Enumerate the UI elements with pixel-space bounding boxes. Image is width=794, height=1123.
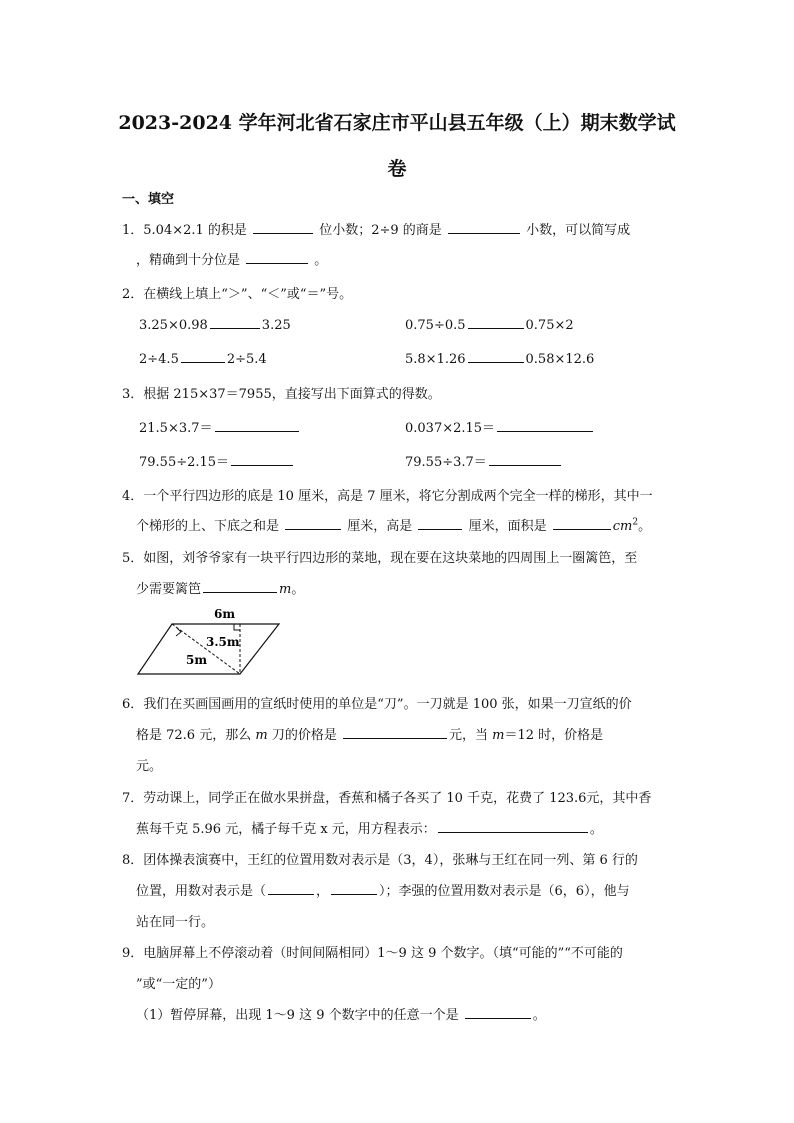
- question-4-line-2: [136, 515, 651, 534]
- q1-text-c: 小数，可以简写成: [526, 223, 631, 238]
- question-8-line-3: 站在同一行。: [136, 915, 215, 930]
- question-3-stem: 3．根据 215×37＝7955，直接写出下面算式的得数。: [122, 387, 441, 402]
- section-heading: 一、填空: [122, 192, 175, 207]
- q3-item-1: [139, 417, 301, 436]
- answer-blank[interactable]: [203, 580, 277, 593]
- answer-blank[interactable]: [246, 251, 308, 264]
- unit-m: m: [279, 582, 292, 597]
- answer-blank[interactable]: [343, 726, 447, 739]
- question-9-line-2: ”或“一定的”）: [136, 977, 221, 992]
- question-5-line-1: 5．如图，刘爷爷家有一块平行四边形的菜地，现在要在这块菜地的四周围上一圈篱笆，至: [122, 551, 638, 566]
- q3-item-text: 0.037×2.15＝: [405, 421, 496, 436]
- question-8-line-2: [136, 880, 630, 899]
- q9-sub1-text: （1）暂停屏幕，出现 1～9 这 9 个数字中的任意一个是: [136, 1008, 459, 1023]
- question-9-sub-1: [136, 1004, 546, 1023]
- q2-item-right: 0.75×2: [525, 318, 574, 333]
- q2-item-right: 0.58×12.6: [525, 352, 595, 367]
- answer-blank[interactable]: [553, 517, 611, 530]
- title-line-2: 卷: [387, 158, 407, 180]
- parallelogram-outline: [138, 624, 279, 674]
- question-6-line-1: 6．我们在买画国画用的宣纸时使用的单位是“刀”。一刀就是 100 张，如果一刀宣纸的价: [122, 697, 632, 712]
- answer-blank[interactable]: [231, 453, 293, 466]
- answer-blank[interactable]: [215, 419, 299, 432]
- label-height: 3.5m: [206, 635, 240, 649]
- answer-blank[interactable]: [468, 316, 524, 329]
- angle-mark: [176, 628, 181, 636]
- q4-text-a: 个梯形的上、下底之和是: [136, 519, 280, 534]
- q1-text-d: ，精确到十分位是: [136, 253, 241, 268]
- answer-blank[interactable]: [253, 221, 313, 234]
- question-9-line-1: 9．电脑屏幕上不停滚动着（时间间隔相同）1～9 这 9 个数字。（填“可能的”“不可能的: [122, 946, 623, 961]
- q6-text-b: 刀的价格是: [271, 728, 337, 743]
- question-5-line-2: [136, 578, 304, 597]
- answer-blank[interactable]: [468, 350, 524, 363]
- q8-text-a: 位置，用数对表示是（: [136, 884, 267, 899]
- right-angle-mark: [234, 624, 240, 630]
- q8-text-c: ）；李强的位置用数对表示是（6，6），他与: [379, 884, 630, 899]
- q1-text-e: 。: [314, 253, 328, 268]
- answer-blank[interactable]: [285, 517, 341, 530]
- q1-text-a: 1．5.04×2.1 的积是: [122, 223, 247, 238]
- unit-cm: cm: [612, 519, 633, 534]
- var-m: m: [255, 728, 268, 743]
- answer-blank[interactable]: [181, 350, 225, 363]
- label-side: 5m: [186, 653, 208, 667]
- q6-text-a: 格是 72.6 元，那么: [136, 728, 252, 743]
- question-8-line-1: 8．团体操表演赛中，王红的位置用数对表示是（3，4），张琳与王红在同一列、第 6 行的: [122, 853, 638, 868]
- q3-item-text: 79.55÷2.15＝: [139, 455, 230, 470]
- answer-blank[interactable]: [489, 453, 561, 466]
- var-m: m: [492, 728, 505, 743]
- answer-blank[interactable]: [331, 882, 377, 895]
- answer-blank[interactable]: [438, 820, 588, 833]
- question-1-line-2: [136, 249, 327, 268]
- question-4-line-1: 4．一个平行四边形的底是 10 厘米，高是 7 厘米，将它分割成两个完全一样的梯形，其中一: [122, 489, 653, 504]
- q3-item-2: [405, 417, 595, 436]
- q3-item-text: 21.5×3.7＝: [139, 421, 213, 436]
- q5-text-a: 少需要篱笆: [136, 582, 202, 597]
- q2-item-2: [405, 316, 574, 333]
- q3-item-text: 79.55÷3.7＝: [405, 455, 487, 470]
- q2-item-3: [139, 350, 267, 367]
- q7-end: 。: [589, 822, 603, 837]
- question-2-stem: 2．在横线上填上“＞”、“＜”或“＝”号。: [122, 287, 353, 302]
- answer-blank[interactable]: [210, 316, 260, 329]
- q2-item-left: 0.75÷0.5: [405, 318, 466, 333]
- q2-item-left: 3.25×0.98: [139, 318, 208, 333]
- q4-text-c: 厘米，面积是: [468, 519, 547, 534]
- unit-sup: 2: [632, 517, 639, 528]
- q6-text-d: ＝12 时，价格是: [504, 728, 604, 743]
- q1-text-b: 位小数；2÷9 的商是: [319, 223, 442, 238]
- q2-item-right: 3.25: [261, 318, 291, 333]
- answer-blank[interactable]: [497, 419, 593, 432]
- q5-end: 。: [291, 582, 305, 597]
- question-7-line-1: 7．劳动课上，同学正在做水果拼盘，香蕉和橘子各买了 10 千克，花费了 123.6元，其中香: [122, 791, 652, 806]
- parallelogram-figure: [134, 602, 284, 682]
- q9-sub1-end: 。: [532, 1008, 546, 1023]
- q2-item-left: 5.8×1.26: [405, 352, 466, 367]
- answer-blank[interactable]: [418, 517, 462, 530]
- q2-item-left: 2÷4.5: [139, 352, 179, 367]
- page-title: [0, 100, 794, 192]
- q8-text-b: ，: [316, 884, 330, 899]
- q3-item-3: [139, 451, 295, 470]
- q7-text-a: 蕉每千克 5.96 元，橘子每千克 x 元，用方程表示：: [136, 822, 436, 837]
- answer-blank[interactable]: [448, 221, 520, 234]
- question-1-line-1: [122, 219, 630, 238]
- answer-blank[interactable]: [465, 1006, 531, 1019]
- title-line-1: 2023-2024 学年河北省石家庄市平山县五年级（上）期末数学试: [118, 112, 676, 134]
- question-6-line-2: [136, 724, 603, 743]
- q3-item-4: [405, 451, 563, 470]
- answer-blank[interactable]: [268, 882, 314, 895]
- question-6-line-3: 元。: [136, 759, 163, 774]
- q4-text-b: 厘米，高是: [347, 519, 413, 534]
- q2-item-4: [405, 350, 594, 367]
- q4-end: 。: [638, 519, 652, 534]
- q6-text-c: 元，当: [448, 728, 488, 743]
- label-top: 6m: [214, 607, 236, 621]
- q2-item-1: [139, 316, 291, 333]
- q2-item-right: 2÷5.4: [226, 352, 267, 367]
- question-7-line-2: [136, 818, 603, 837]
